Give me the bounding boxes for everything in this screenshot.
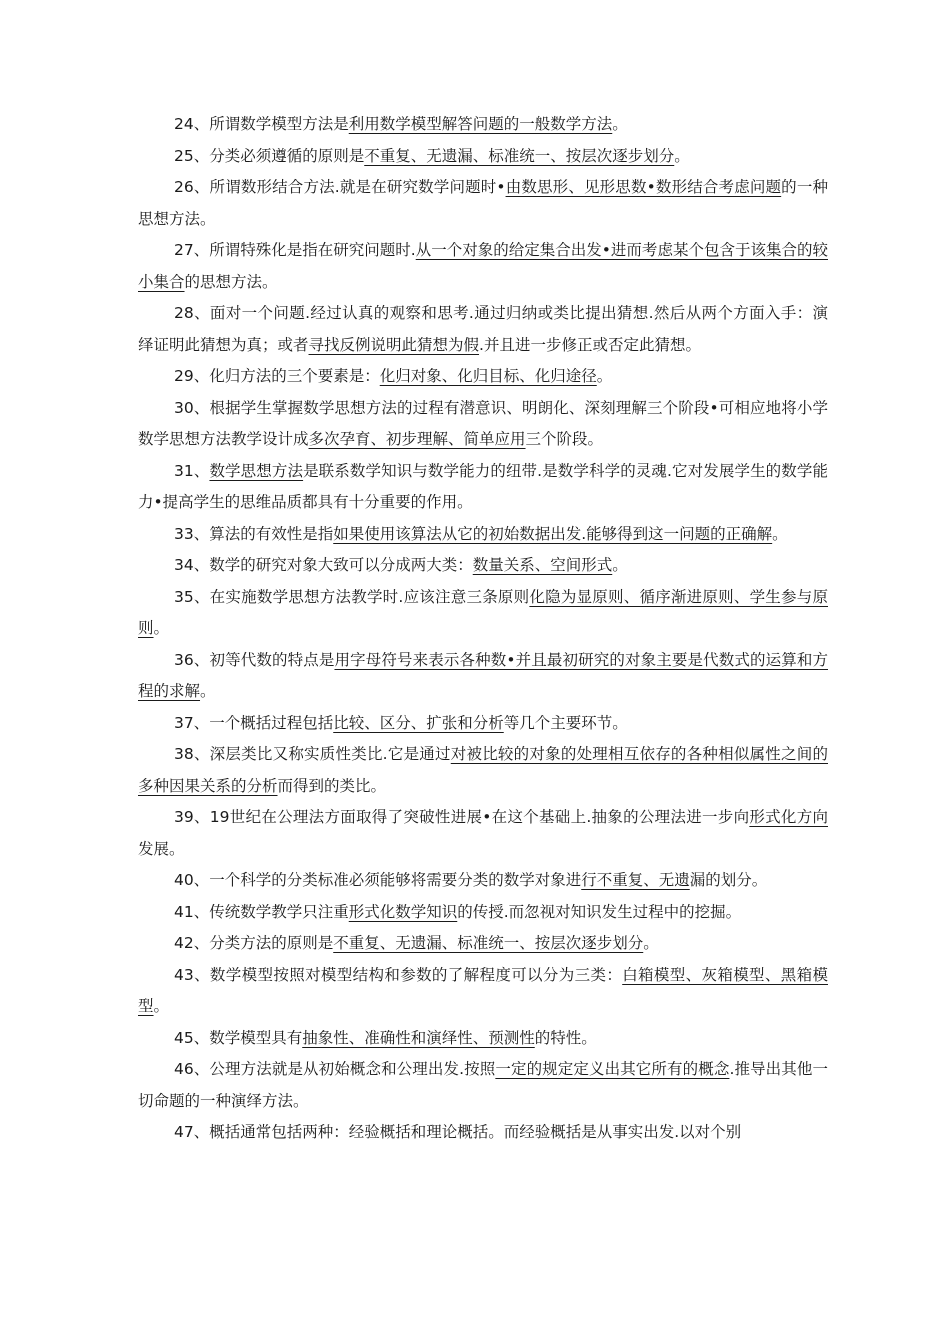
- answer-underlined: 形式化方向: [749, 808, 828, 826]
- question-text: 30、根据学生掌握数学思想方法的过程有潜意识、明朗化、深刻理解三个阶段•可相应地将小学数学思想方法教学设计成: [138, 398, 828, 448]
- answer-underlined: 对被比较的对象的处理相互依存的各种相似属性之间的多种因果关系的分析: [138, 745, 828, 795]
- answer-underlined: 化归对象、化归目标、化归途径: [379, 367, 597, 385]
- question-item-45: [138, 1023, 828, 1055]
- question-text: 的特性。: [534, 1028, 597, 1047]
- answer-underlined: 从一个对象的给定集合出发•进而考虑某个包含于该集合的较小集合: [138, 241, 828, 291]
- answer-underlined: 多次孕育、初步理解、简单应用: [308, 430, 526, 448]
- question-item-37: [138, 708, 828, 740]
- question-text: 31、: [174, 461, 210, 480]
- question-item-46: [138, 1054, 828, 1117]
- question-text: .推导出其他一切命题的一种演绎方法。: [138, 1060, 828, 1110]
- answer-underlined: 数学思想方法: [209, 461, 304, 480]
- question-text: 40、一个科学的分类标准必须能够将需要分类的数学对象进: [174, 871, 582, 889]
- answer-underlined: 利用数学模型解答问题的一般数学方法: [348, 115, 613, 133]
- question-text: 39、19世纪在公理法方面取得了突破性进展•在这个基础上.抽象的公理法进一步向: [174, 808, 750, 826]
- question-text: 35、在实施数学思想方法教学时.应该注意三条原则: [174, 587, 530, 606]
- question-item-38: [138, 739, 828, 802]
- question-text: 的思想方法。: [184, 272, 278, 291]
- question-text: 。: [153, 619, 170, 637]
- question-text: 25、分类必须遵循的原则是: [174, 146, 365, 165]
- question-item-35: [138, 582, 828, 645]
- document-body: [138, 109, 828, 1149]
- question-item-39: [138, 802, 828, 865]
- question-text: 。: [612, 556, 628, 574]
- question-item-41: [138, 897, 828, 929]
- question-text: 29、化归方法的三个要素是：: [174, 367, 380, 385]
- answer-underlined: 一定的规定定义出其它所有的概念: [495, 1060, 730, 1078]
- question-text: 27、所谓特殊化是指在研究问题时.: [174, 241, 416, 259]
- answer-underlined: 不重复、无遗漏、标准统一、按层次逐步划分: [364, 146, 675, 165]
- question-text: 。: [612, 115, 628, 133]
- question-text: 38、深层类比又称实质性类比.它是通过: [174, 745, 451, 763]
- question-item-47: [138, 1117, 828, 1149]
- question-text: 33、算法的有效性是指: [174, 524, 334, 543]
- question-item-25: [138, 141, 828, 173]
- question-item-34: [138, 550, 828, 582]
- question-text: 。: [596, 367, 613, 385]
- question-text: 发展。: [138, 839, 185, 858]
- question-text: 。: [153, 997, 170, 1015]
- question-text: 41、传统数学教学只注重: [174, 902, 349, 921]
- question-text: 45、数学模型具有: [174, 1028, 303, 1047]
- question-item-31: [138, 456, 828, 519]
- answer-underlined: 寻找反例说明此猜想为假: [308, 335, 480, 354]
- question-item-42: [138, 928, 828, 960]
- question-item-29: [138, 361, 828, 393]
- answer-underlined: 行不重复、无遗: [581, 871, 690, 889]
- answer-underlined: 数量关系、空间形式: [472, 556, 613, 574]
- answer-underlined: 形式化数学知识: [348, 902, 458, 921]
- question-text: 的传授.而忽视对知识发生过程中的挖掘。: [457, 902, 742, 921]
- question-text: 。: [674, 146, 690, 165]
- question-text: 等几个主要环节。: [503, 713, 628, 732]
- answer-underlined: 化隐为显原则、循序渐进原则、学生参与原则: [138, 587, 828, 637]
- question-text: 42、分类方法的原则是: [174, 934, 334, 952]
- question-text: 34、数学的研究对象大致可以分成两大类：: [174, 556, 473, 574]
- question-text: .并且进一步修正或否定此猜想。: [479, 335, 701, 354]
- answer-underlined: 白箱模型、灰箱模型、黑箱模型: [138, 965, 828, 1015]
- question-item-33: [138, 519, 828, 551]
- answer-underlined: 抽象性、准确性和演绎性、预测性: [302, 1028, 535, 1047]
- question-item-27: [138, 235, 828, 298]
- question-text: 三个阶段。: [525, 430, 604, 448]
- question-text: 37、一个概括过程包括: [174, 713, 334, 732]
- question-text: 24、所谓数学模型方法是: [174, 115, 349, 133]
- question-text: 46、公理方法就是从初始概念和公理出发.按照: [174, 1060, 496, 1078]
- answer-underlined: 如果使用该算法从它的初始数据出发.能够得到这一问题的正确解: [333, 524, 773, 543]
- question-item-40: [138, 865, 828, 897]
- question-text: 47、概括通常包括两种：经验概括和理论概括。而经验概括是从事实出发.以对个别: [174, 1123, 742, 1141]
- question-text: 。: [200, 682, 216, 700]
- question-item-28: [138, 298, 828, 361]
- question-text: 43、数学模型按照对模型结构和参数的了解程度可以分为三类：: [174, 965, 623, 984]
- question-item-43: [138, 960, 828, 1023]
- question-text: 36、初等代数的特点是: [174, 650, 335, 669]
- question-text: 26、所谓数形结合方法.就是在研究数学问题时•: [174, 178, 506, 196]
- question-item-30: [138, 393, 828, 456]
- question-text: 。: [772, 524, 788, 543]
- answer-underlined: 不重复、无遗漏、标准统一、按层次逐步划分: [333, 934, 644, 952]
- question-item-26: [138, 172, 828, 235]
- question-item-36: [138, 645, 828, 708]
- question-text: 的一种思想方法。: [138, 178, 828, 228]
- answer-underlined: 用字母符号来表示各种数•并且最初研究的对象主要是代数式的运算和方程的求解: [138, 650, 828, 700]
- answer-underlined: 由数思形、见形思数•数形结合考虑问题: [505, 178, 782, 196]
- question-text: 漏的划分。: [689, 871, 768, 889]
- question-item-24: [138, 109, 828, 141]
- answer-underlined: 比较、区分、扩张和分析: [333, 713, 504, 732]
- question-text: 。: [643, 934, 659, 952]
- question-text: 是联系数学知识与数学能力的纽带.是数学科学的灵魂.它对发展学生的数学能力•提高学生的思维品质都具有十分重要的作用。: [138, 461, 828, 511]
- question-text: 28、面对一个问题.经过认真的观察和思考.通过归纳或类比提出猜想.然后从两个方面入手：演绎证明此猜想为真；或者: [138, 304, 828, 354]
- question-text: 而得到的类比。: [277, 776, 387, 795]
